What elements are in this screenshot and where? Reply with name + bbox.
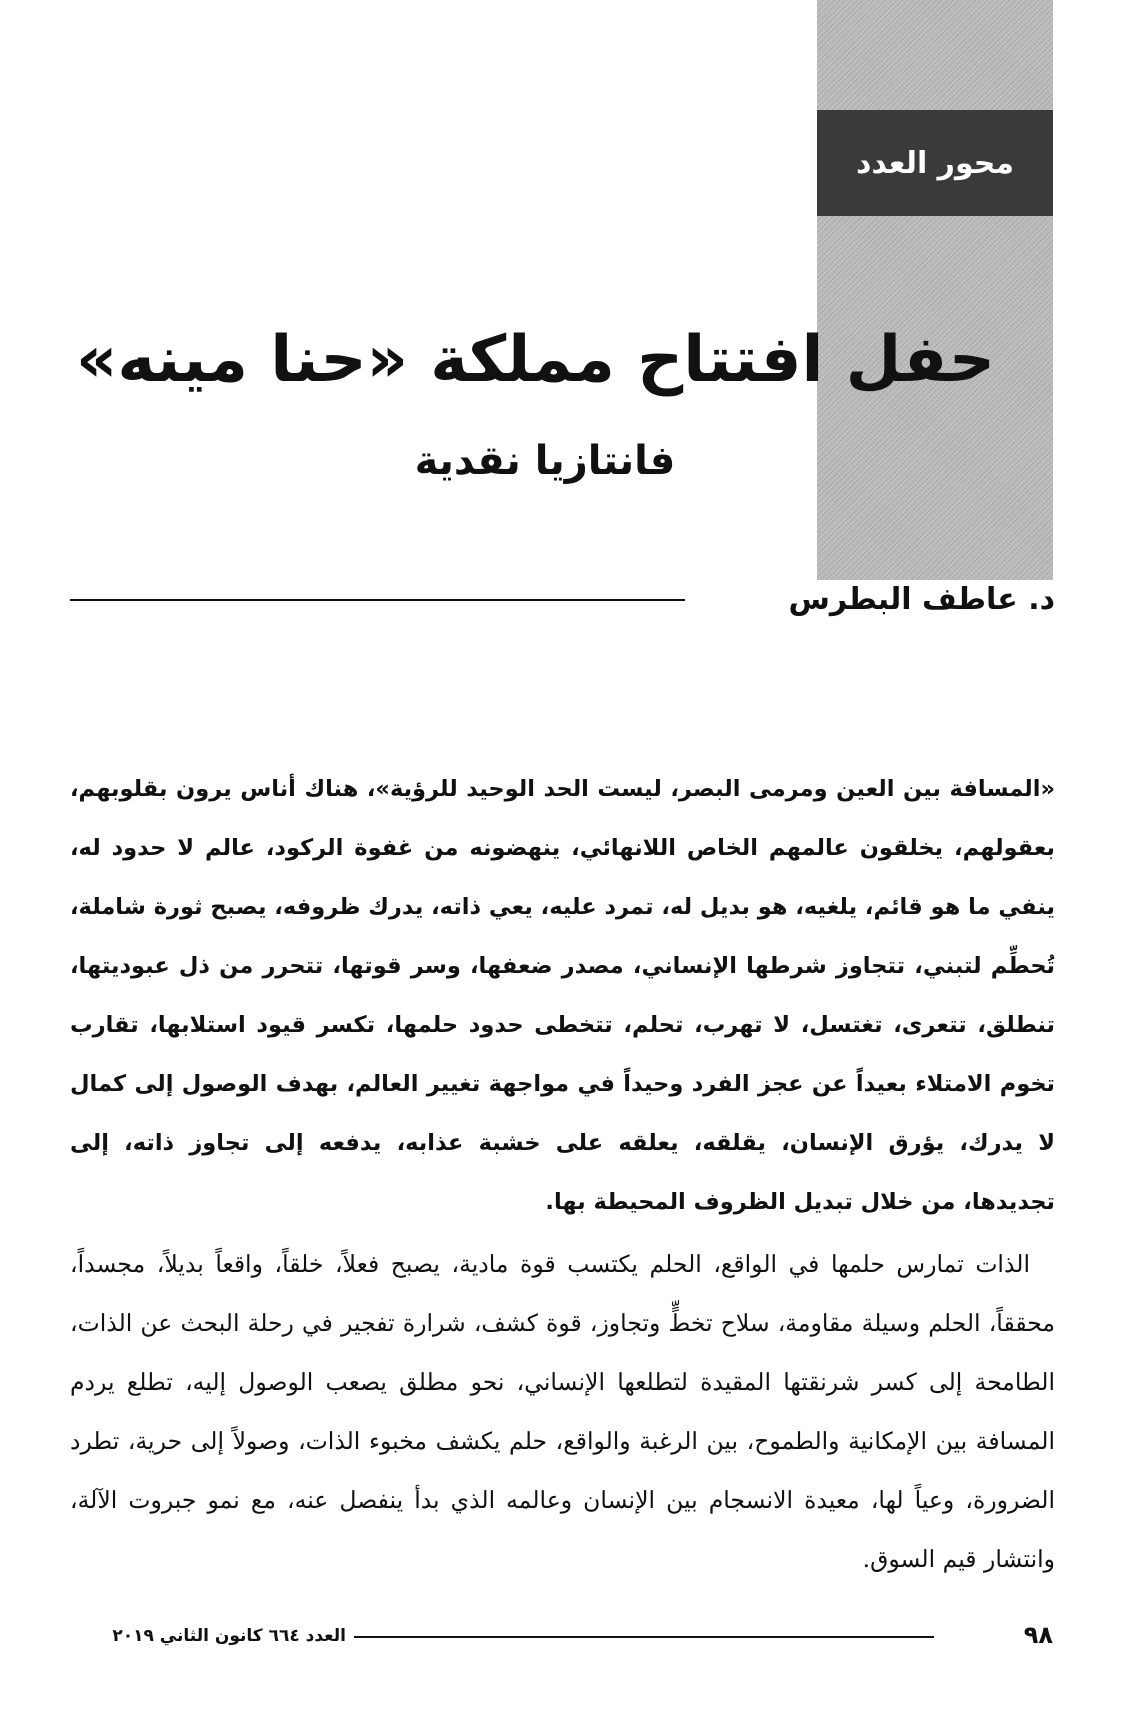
header-gray-band <box>817 0 1053 580</box>
author-divider <box>70 599 685 601</box>
article-title: حفل افتتاح مملكة «حنا مينه» <box>75 323 995 397</box>
page-number: ٩٨ <box>1023 1621 1053 1649</box>
section-label-box <box>817 110 1053 216</box>
author-row <box>70 578 1055 622</box>
footer-divider <box>354 1636 934 1638</box>
body-paragraph-2: الذات تمارس حلمها في الواقع، الحلم يكتسب قوة مادية، يصبح فعلاً، خلقاً، واقعاً بديلاً، مجسداً، محققاً، الحلم وسيلة مقاومة، سلاح تخطٍّ وتجاوز، قوة كشف، شرارة تفجير في رحلة البحث عن الذات، الطامحة إلى كسر شرنقتها المقيدة لتطلعها الإنساني، نحو مطلق يصعب الوصول إليه، تطلع يردم المسافة بين الإمكانية والطموح، بين الرغبة والواقع، حلم يكشف مخبوء الذات، وصولاً إلى حرية، تطرد الضرورة، وعياً لها، معيدة الانسجام بين الإنسان وعالمه الذي بدأ ينفصل عنه، مع نمو جبروت الآلة، وانتشار قيم السوق. <box>70 1250 1055 1573</box>
section-label: محور العدد <box>856 145 1014 181</box>
article-subtitle: فانتازيا نقدية <box>414 438 676 484</box>
author-name: د. عاطف البطرس <box>788 582 1055 617</box>
issue-info: العدد ٦٦٤ كانون الثاني ٢٠١٩ <box>112 1626 346 1646</box>
body-paragraph-1: «المسافة بين العين ومرمى البصر، ليست الحد الوحيد للرؤية»، هناك أناس يرون بقلوبهم، بعقولهم، يخلقون عالمهم الخاص اللانهائي، ينهضونه من غفوة الركود، عالم لا حدود له، ينفي ما هو قائم، يلغيه، هو بديل له، تمرد عليه، يعي ذاته، يدرك ظروفه، يصبح ثورة شاملة، تُحطِّم لتبني، تتجاوز شرطها الإنساني، مصدر ضعفها، وسر قوتها، تتحرر من ذل عبوديتها، تنطلق، تتعرى، تغتسل، لا تهرب، تحلم، تتخطى حدود حلمها، تكسر قيود استلابها، تقارب تخوم الامتلاء بعيداً عن عجز الفرد وحيداً في مواجهة تغيير العالم، بهدف الوصول إلى كمال لا يدرك، يؤرق الإنسان، يقلقه، يعلقه على خشبة عذابه، يدفعه إلى تجاوز ذاته، إلى تجديدها، من خلال تبديل الظروف المحيطة بها. <box>70 776 1055 1215</box>
